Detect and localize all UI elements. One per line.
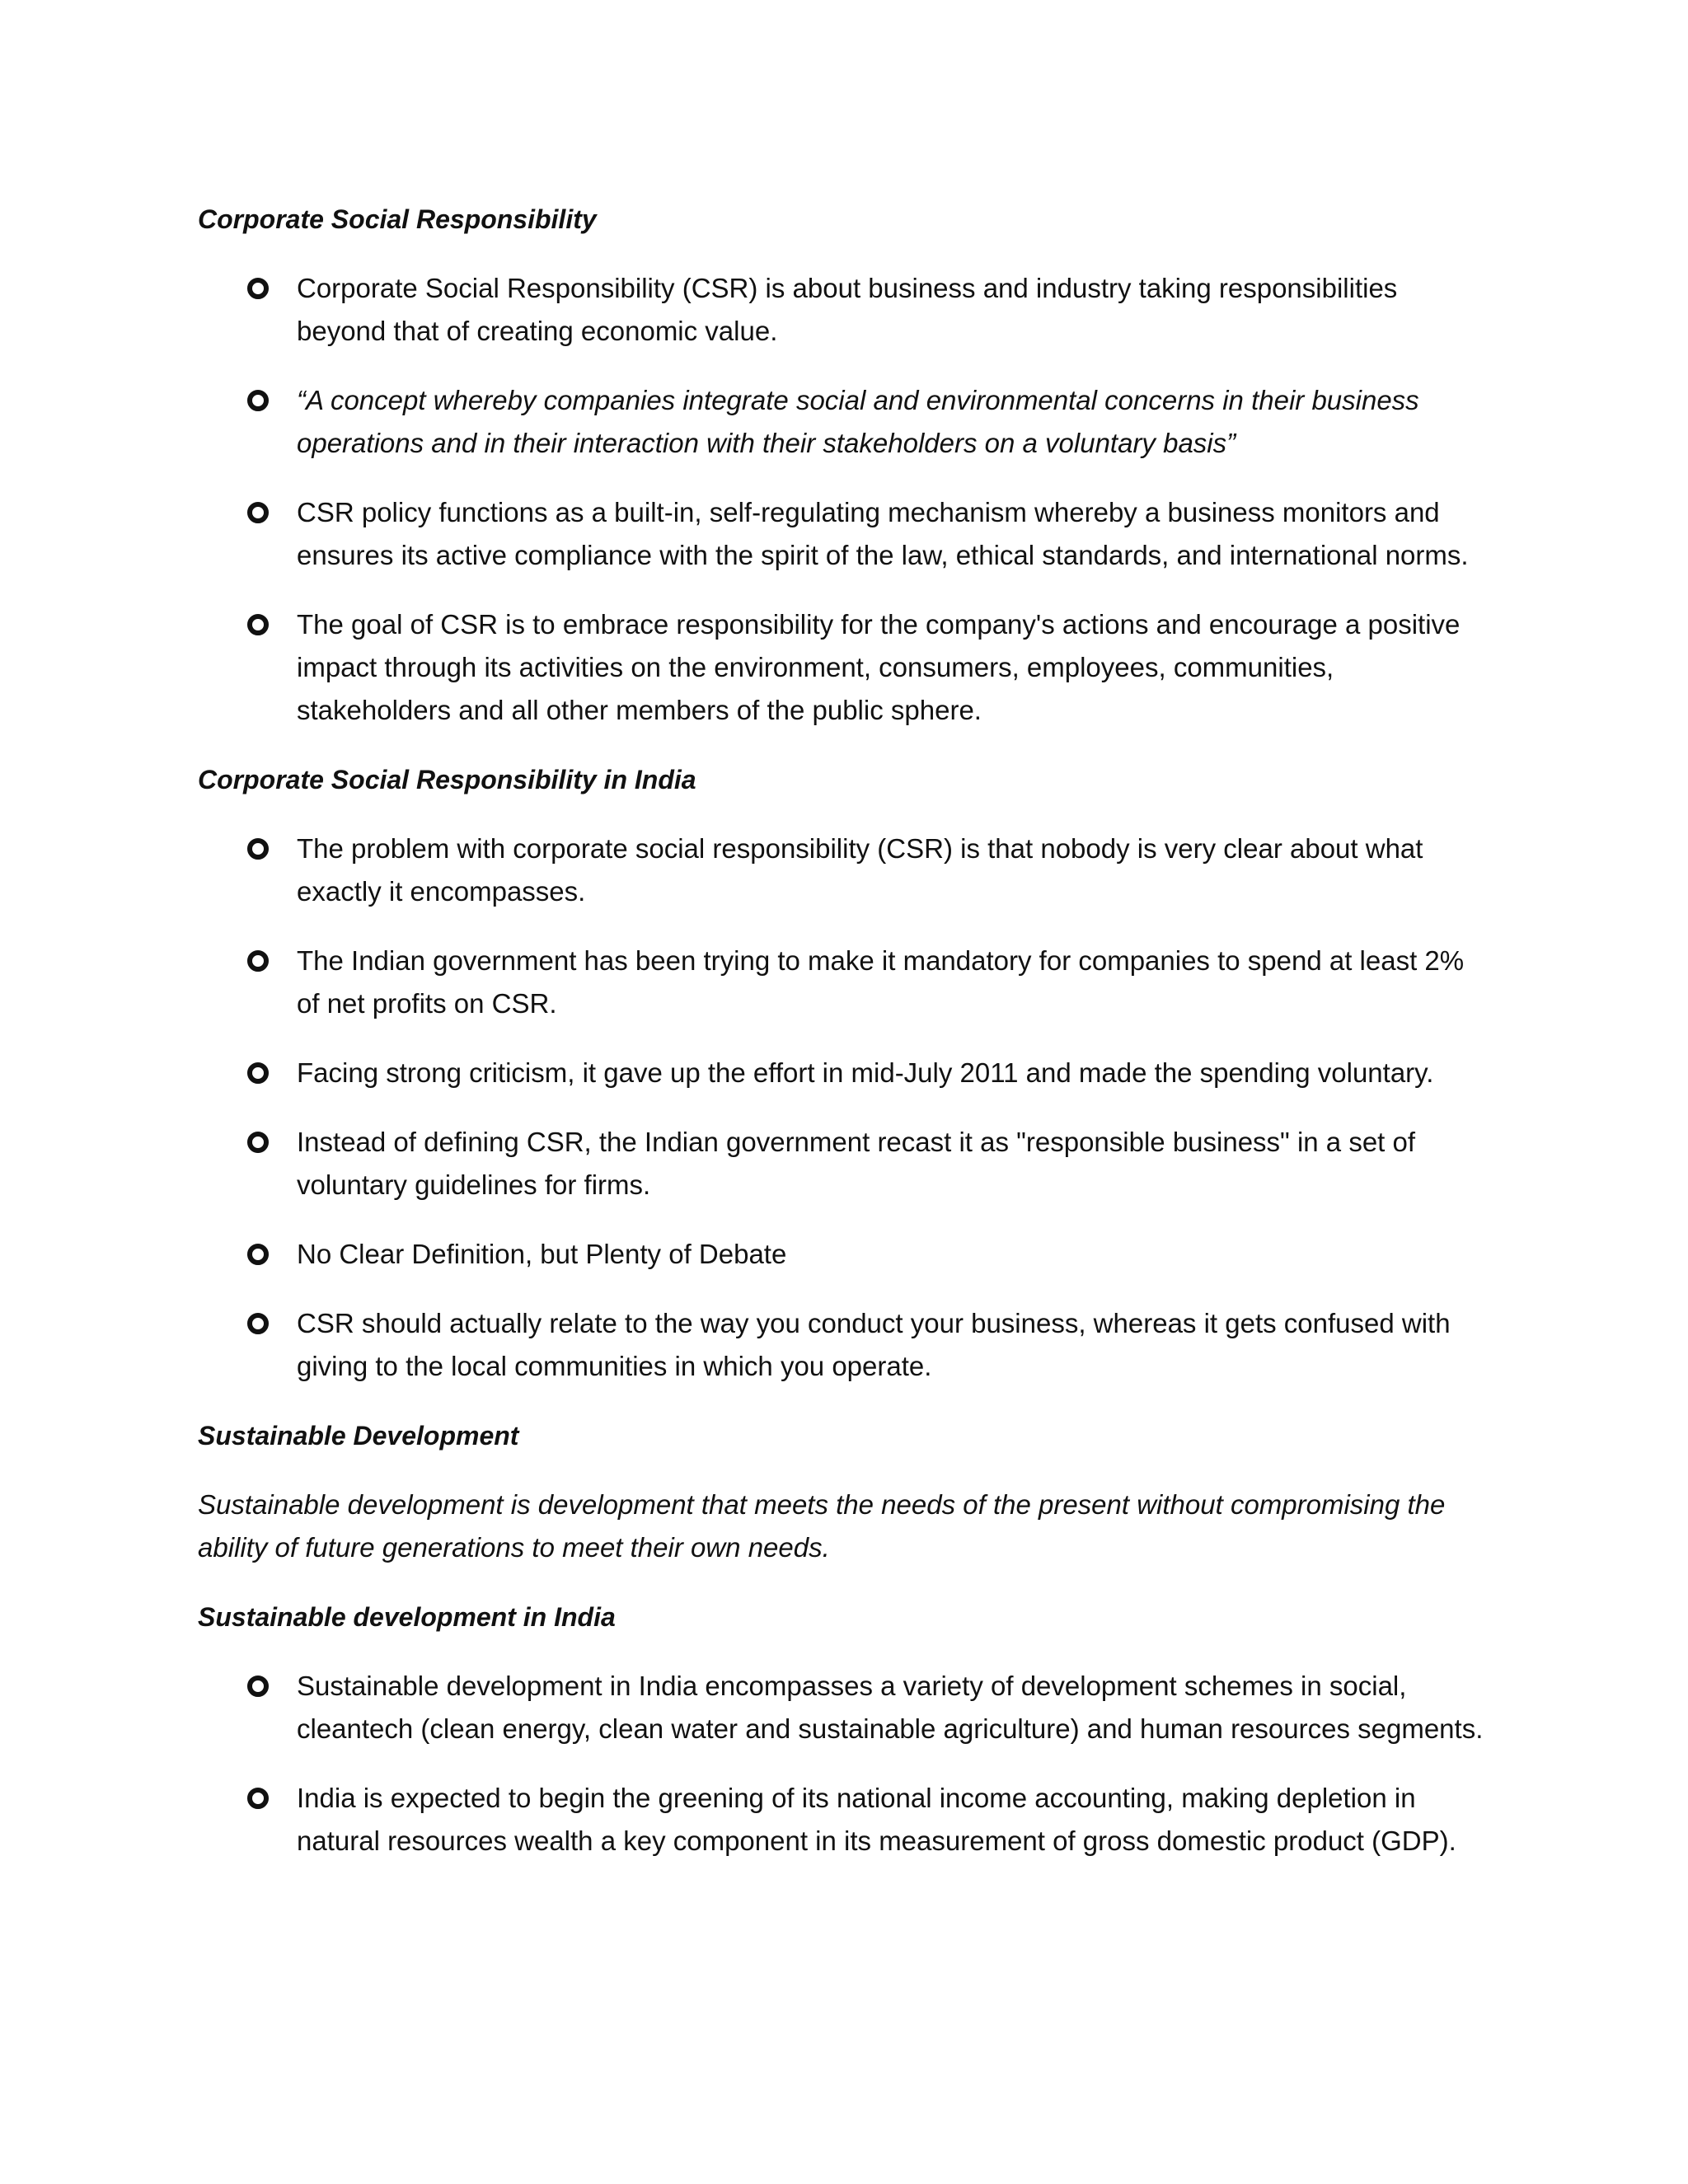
list-item: [198, 267, 1484, 353]
circle-bullet-icon: [247, 950, 269, 972]
list-item: [198, 379, 1484, 465]
list-item: [198, 940, 1484, 1025]
section-heading-sustainable-development-india: Sustainable development in India: [198, 1602, 616, 1632]
list-item-text: Corporate Social Responsibility (CSR) is about business and industry taking responsibilities beyond that of creating economic value.: [297, 273, 1398, 346]
list-item: [198, 1777, 1484, 1863]
sustainable-development-definition: Sustainable development is development that meets the needs of the present without compromising the ability of future generations to meet their own needs.: [198, 1489, 1446, 1563]
list-item-text: The goal of CSR is to embrace responsibility for the company's actions and encourage a positive impact through its activities on the environment, consumers, employees, communities, stakeholders and all other members of the public sphere.: [297, 609, 1461, 725]
circle-bullet-icon: [247, 1675, 269, 1697]
csr-india-bullet-list: [198, 827, 1484, 1388]
circle-bullet-icon: [247, 1062, 269, 1084]
list-item: [198, 1665, 1484, 1750]
list-item-text: Instead of defining CSR, the Indian government recast it as "responsible business" in a set of voluntary guidelines for firms.: [297, 1127, 1416, 1200]
list-item: [198, 1233, 1484, 1276]
section-heading-csr: Corporate Social Responsibility: [198, 204, 597, 234]
list-item-text: CSR should actually relate to the way you conduct your business, whereas it gets confused with giving to the local communities in which you operate.: [297, 1308, 1451, 1381]
list-item: [198, 491, 1484, 577]
circle-bullet-icon: [247, 502, 269, 523]
list-item: [198, 1052, 1484, 1094]
section-heading-sustainable-development: Sustainable Development: [198, 1421, 519, 1451]
list-item-text: The Indian government has been trying to make it mandatory for companies to spend at least 2% of net profits on CSR.: [297, 945, 1465, 1019]
list-item-text: CSR policy functions as a built-in, self-regulating mechanism whereby a business monitors and ensures its active compliance with the spirit of the law, ethical standards, and international norms.: [297, 497, 1469, 570]
circle-bullet-icon: [247, 390, 269, 411]
list-item-text: India is expected to begin the greening of its national income accounting, making depletion in natural resources wealth a key component in its measurement of gross domestic product (GDP).: [297, 1783, 1456, 1856]
csr-bullet-list: [198, 267, 1484, 732]
circle-bullet-icon: [247, 614, 269, 635]
document-body: [198, 198, 1484, 1889]
list-item: [198, 603, 1484, 732]
list-item-text: No Clear Definition, but Plenty of Debate: [297, 1239, 787, 1269]
list-item-text: Facing strong criticism, it gave up the effort in mid-July 2011 and made the spending voluntary.: [297, 1057, 1434, 1088]
list-item-text: The problem with corporate social responsibility (CSR) is that nobody is very clear about what exactly it encompasses.: [297, 833, 1423, 907]
sd-india-bullet-list: [198, 1665, 1484, 1863]
circle-bullet-icon: [247, 838, 269, 860]
list-item-text: Sustainable development in India encompasses a variety of development schemes in social, cleantech (clean energy, clean water and sustainable agriculture) and human resources segments.: [297, 1671, 1484, 1744]
circle-bullet-icon: [247, 1788, 269, 1809]
circle-bullet-icon: [247, 278, 269, 299]
list-item-text: “A concept whereby companies integrate social and environmental concerns in their business operations and in their interaction with their stakeholders on a voluntary basis”: [297, 385, 1419, 458]
section-heading-csr-india: Corporate Social Responsibility in India: [198, 765, 696, 794]
list-item: [198, 827, 1484, 913]
circle-bullet-icon: [247, 1132, 269, 1153]
list-item: [198, 1121, 1484, 1207]
list-item: [198, 1302, 1484, 1388]
circle-bullet-icon: [247, 1313, 269, 1334]
circle-bullet-icon: [247, 1244, 269, 1265]
